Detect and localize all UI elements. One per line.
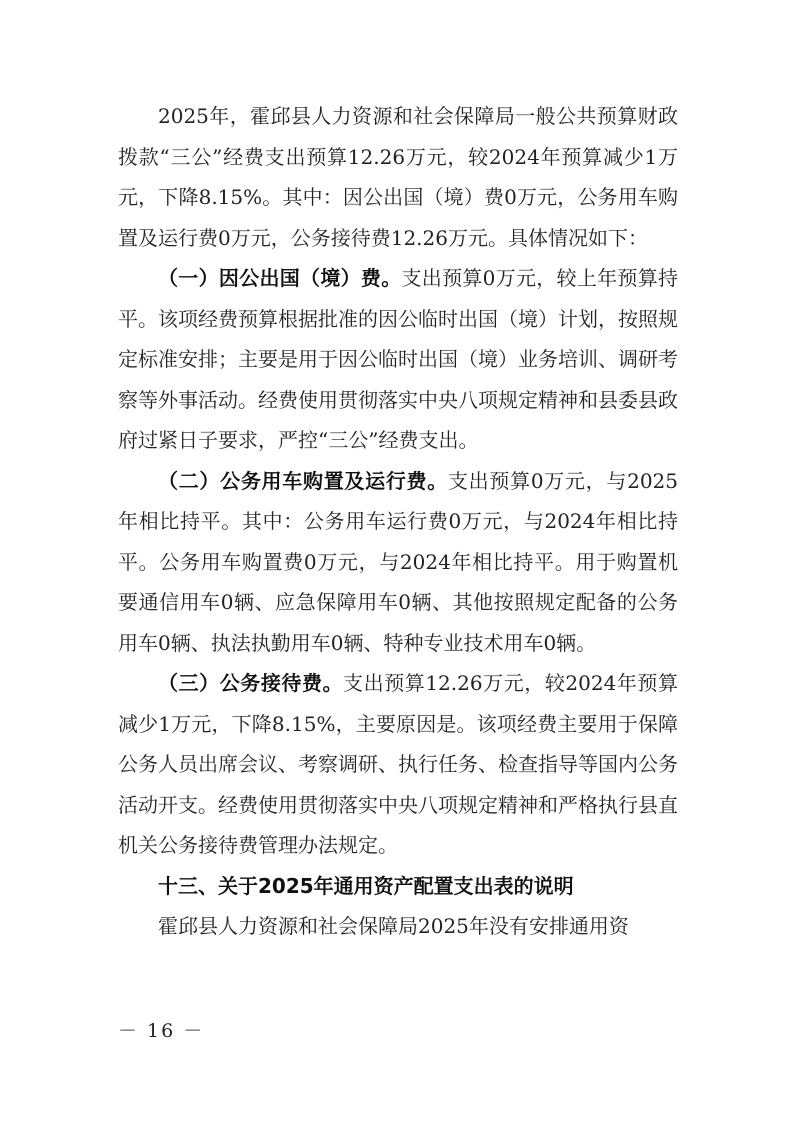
paragraph-text: 支出预算0万元，与2025年相比持平。其中：公务用车运行费0万元，与2024年相比持平。公务用车购置费0万元，与2024年相比持平。用于购置机要通信用车0辆、应急保障用车0辆、其他按照规定配备的公务用车0辆、执法执勤用车0辆、特种专业技术用车0辆。: [118, 468, 678, 655]
page-number: － 16 －: [118, 1020, 205, 1042]
intro-paragraph: [118, 96, 678, 258]
section-heading: 十三、关于2025年通用资产配置支出表的说明: [158, 873, 574, 898]
paragraph-text: 2025年，霍邱县人力资源和社会保障局一般公共预算财政拨款“三公”经费支出预算12.26万元，较2024年预算减少1万元，下降8.15%。其中：因公出国（境）费0万元，公务用车购置及运行费0万元，公务接待费12.26万元。具体情况如下：: [118, 104, 678, 250]
paragraph-text: 支出预算0万元，较上年预算持平。该项经费预算根据批准的因公临时出国（境）计划，按照规定标准安排；主要是用于因公临时出国（境）业务培训、调研考察等外事活动。经费使用贯彻落实中央八项规定精神和县委县政府过紧日子要求，严控“三公”经费支出。: [118, 266, 679, 452]
reception-expense-paragraph: [118, 663, 678, 866]
paragraph-lead: （三）公务接待费。: [158, 671, 344, 695]
paragraph-lead: （一）因公出国（境）费。: [158, 266, 402, 290]
overseas-expense-paragraph: [118, 258, 678, 461]
closing-paragraph: 霍邱县人力资源和社会保障局2025年没有安排通用资: [158, 914, 629, 938]
document-body: [118, 96, 678, 947]
paragraph-text: 支出预算12.26万元，较2024年预算减少1万元，下降8.15%，主要原因是。该项经费主要用于保障公务人员出席会议、考察调研、执行任务、检查指导等国内公务活动开支。经费使用贯彻落实中央八项规定精神和严格执行县直机关公务接待费管理办法规定。: [118, 671, 679, 857]
paragraph-lead: （二）公务用车购置及运行费。: [158, 468, 448, 493]
vehicle-expense-paragraph: [118, 461, 678, 664]
